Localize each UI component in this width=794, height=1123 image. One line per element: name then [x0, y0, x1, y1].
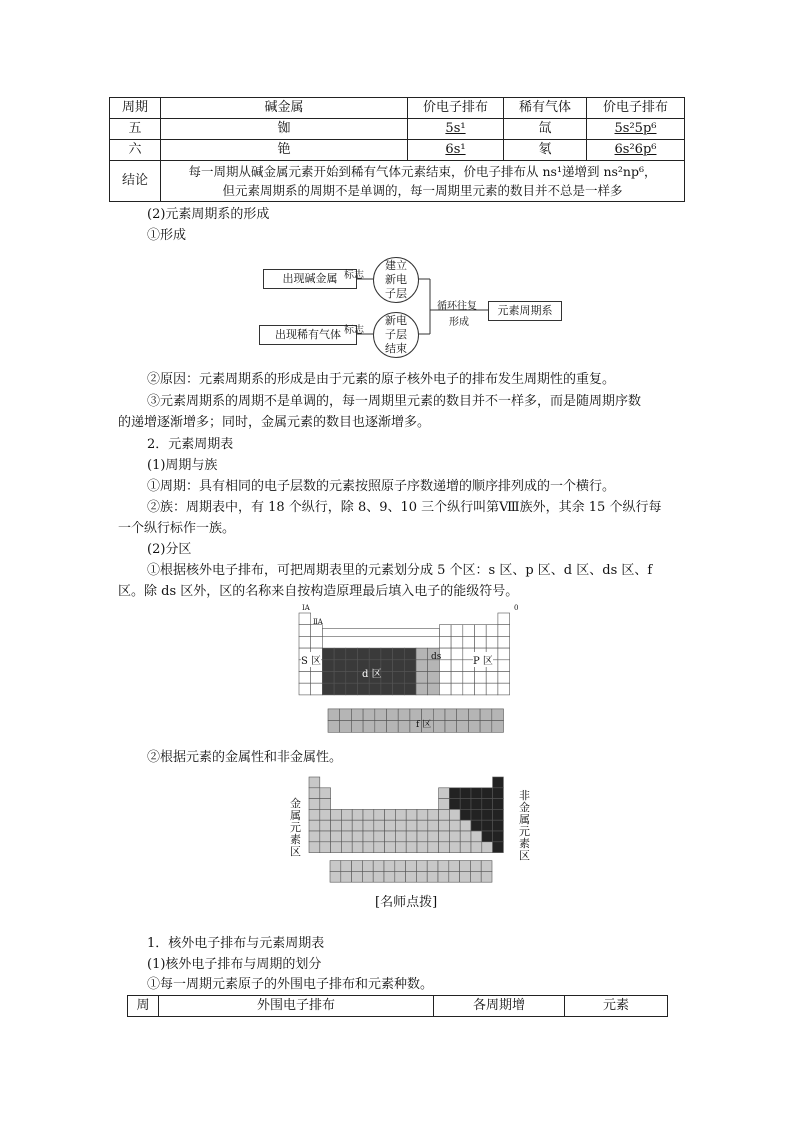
f-block-cell — [384, 871, 395, 882]
element-cell — [449, 831, 460, 842]
element-cell — [417, 820, 428, 831]
f-block-cell — [449, 861, 460, 872]
flow-circle-new-shell — [373, 257, 419, 303]
element-cell — [449, 820, 460, 831]
table-cell: 氡 — [504, 140, 587, 161]
element-cell — [385, 820, 396, 831]
element-cell — [475, 636, 487, 648]
element-cell — [463, 625, 475, 637]
element-cell — [320, 831, 331, 842]
table-cell: 5s²5p⁶ — [587, 119, 685, 140]
f-block-cell — [492, 721, 504, 733]
element-cell — [299, 613, 311, 625]
element-cell — [299, 625, 311, 637]
element-cell — [417, 831, 428, 842]
f-block-cell — [395, 861, 406, 872]
f-block-cell — [398, 709, 410, 721]
f-zone-label: f 区 — [416, 720, 432, 730]
element-cell — [439, 683, 451, 695]
element-cell — [374, 809, 385, 820]
flow-tag: 标志 — [344, 325, 364, 336]
flow-connectors — [0, 0, 794, 360]
element-cell — [395, 820, 406, 831]
element-cell — [493, 809, 504, 820]
element-cell — [416, 683, 428, 695]
sub-heading: (2)分区 — [147, 542, 192, 557]
element-cell — [395, 831, 406, 842]
element-cell — [320, 809, 331, 820]
p-zone-label: P 区 — [473, 652, 493, 667]
element-cell — [406, 842, 417, 853]
element-cell — [393, 648, 405, 660]
f-block-cell — [481, 871, 492, 882]
element-cell — [451, 625, 463, 637]
table-cell: 6s²6p⁶ — [587, 140, 685, 161]
element-cell — [463, 672, 475, 684]
reason-text: ②原因：元素周期系的形成是由于元素的原子核外电子的排布发生周期性的重复。 — [147, 372, 616, 387]
element-cell — [346, 672, 358, 684]
table-cell: 氙 — [504, 119, 587, 140]
nonmetal-zone-label: 非金属元素区 — [519, 789, 530, 862]
f-block-cell — [406, 861, 417, 872]
element-cell — [331, 820, 342, 831]
element-cell — [460, 799, 471, 810]
element-cell — [334, 683, 346, 695]
element-cell — [299, 636, 311, 648]
element-cell — [471, 820, 482, 831]
f-block-cell — [457, 709, 469, 721]
f-block-cell — [427, 861, 438, 872]
group-header-strip — [322, 628, 439, 636]
f-block-cell — [375, 709, 387, 721]
element-cell — [393, 683, 405, 695]
table-cell: 结论 — [110, 161, 161, 202]
element-cell — [322, 648, 334, 660]
electron-table — [127, 995, 668, 1017]
element-cell — [381, 683, 393, 695]
f-block-cell — [340, 721, 352, 733]
element-cell — [428, 672, 440, 684]
element-cell — [363, 842, 374, 853]
element-cell — [374, 842, 385, 853]
element-cell — [374, 831, 385, 842]
element-cell — [486, 683, 498, 695]
element-cell — [439, 842, 450, 853]
element-cell — [381, 648, 393, 660]
element-cell — [482, 788, 493, 799]
element-cell — [381, 660, 393, 672]
element-cell — [471, 809, 482, 820]
f-block-cell — [328, 721, 340, 733]
header-cell: 外围电子排布 — [159, 996, 434, 1017]
element-cell — [493, 788, 504, 799]
element-cell — [460, 831, 471, 842]
element-cell — [482, 831, 493, 842]
element-cell — [451, 683, 463, 695]
element-cell — [346, 660, 358, 672]
element-cell — [320, 799, 331, 810]
element-cell — [331, 831, 342, 842]
element-cell — [439, 831, 450, 842]
element-cell — [428, 831, 439, 842]
element-cell — [416, 672, 428, 684]
element-cell — [341, 820, 352, 831]
element-cell — [493, 820, 504, 831]
group-label: ⅡA — [313, 618, 323, 626]
sub-heading: (1)周期与族 — [147, 458, 218, 473]
table-cell: 五 — [110, 119, 161, 140]
f-block-cell — [427, 871, 438, 882]
element-cell — [404, 660, 416, 672]
f-block-cell — [470, 861, 481, 872]
element-cell — [428, 842, 439, 853]
f-block-cell — [398, 721, 410, 733]
flow-box-alkali: 出现碱金属 — [263, 269, 357, 289]
flow-box-result: 元素周期系 — [488, 301, 562, 321]
f-block-cell — [341, 861, 352, 872]
header-cell: 元素 — [565, 996, 668, 1017]
element-cell — [363, 820, 374, 831]
element-cell — [393, 672, 405, 684]
f-block-cell — [328, 709, 340, 721]
conclusion-line: 但元素周期系的周期不是单调的，每一周期里元素的数目并不总是一样多 — [222, 183, 623, 198]
f-block-cell — [460, 871, 471, 882]
element-cell — [309, 831, 320, 842]
period-definition: ①周期：具有相同的电子层数的元素按照原子序数递增的顺序排列成的一个横行。 — [147, 479, 616, 494]
element-cell — [460, 809, 471, 820]
element-cell — [352, 809, 363, 820]
element-cell — [449, 788, 460, 799]
element-cell — [406, 820, 417, 831]
element-cell — [311, 683, 323, 695]
element-cell — [322, 660, 334, 672]
element-cell — [320, 842, 331, 853]
f-block-cell — [395, 871, 406, 882]
element-cell — [493, 831, 504, 842]
point3-line: ③元素周期系的周期不是单调的，每一周期里元素的数目并不一样多，而是随周期序数 — [147, 394, 642, 409]
element-cell — [369, 648, 381, 660]
f-block-cell — [341, 871, 352, 882]
element-cell — [449, 842, 460, 853]
element-cell — [363, 831, 374, 842]
table-header-row — [128, 996, 668, 1017]
f-block-cell — [433, 721, 445, 733]
zone-grid — [298, 603, 528, 743]
f-block-cell — [362, 861, 373, 872]
f-block-cell — [330, 871, 341, 882]
element-cell — [498, 660, 510, 672]
flow-circle-text: 新电子层结束 — [385, 314, 407, 355]
header-cell: 稀有气体 — [504, 98, 587, 119]
header-cell: 价电子排布 — [587, 98, 685, 119]
element-cell — [498, 613, 510, 625]
element-cell — [352, 842, 363, 853]
header-cell: 周 — [128, 996, 159, 1017]
flow-form-label: 形成 — [449, 317, 469, 328]
element-cell — [416, 648, 428, 660]
d-zone-label: d 区 — [362, 669, 382, 680]
element-cell — [460, 842, 471, 853]
section-heading: (2)元素周期系的形成 — [147, 207, 270, 222]
f-block-cell — [363, 709, 375, 721]
element-cell — [471, 788, 482, 799]
element-cell — [428, 820, 439, 831]
f-block-cell — [445, 709, 457, 721]
f-block-cell — [470, 871, 481, 882]
element-cell — [482, 820, 493, 831]
ds-zone-label: ds — [431, 652, 442, 662]
f-block-cell — [373, 871, 384, 882]
f-block-cell — [481, 861, 492, 872]
element-cell — [363, 809, 374, 820]
element-cell — [475, 625, 487, 637]
header-cell: 周期 — [110, 98, 161, 119]
element-cell — [417, 842, 428, 853]
element-cell — [493, 777, 504, 788]
element-cell — [385, 809, 396, 820]
element-cell — [498, 636, 510, 648]
f-block-cell — [351, 709, 363, 721]
element-cell — [451, 660, 463, 672]
element-cell — [331, 809, 342, 820]
f-block-cell — [352, 871, 363, 882]
conclusion-line: 每一周期从碱金属元素开始到稀有气体元素结束，价电子排布从 ns¹递增到 ns²np⁶， — [188, 164, 657, 179]
element-cell — [417, 809, 428, 820]
section-heading: 1．核外电子排布与元素周期表 — [147, 936, 325, 951]
f-block-cell — [362, 871, 373, 882]
element-cell — [482, 799, 493, 810]
element-cell — [406, 831, 417, 842]
element-cell — [311, 636, 323, 648]
f-block-cell — [406, 871, 417, 882]
element-cell — [493, 842, 504, 853]
element-cell — [498, 672, 510, 684]
element-cell — [475, 672, 487, 684]
metal-zone-label: 金属元素区 — [290, 797, 301, 858]
element-cell — [395, 809, 406, 820]
element-cell — [341, 831, 352, 842]
table-cell: 6s¹ — [408, 140, 504, 161]
sub-heading: (1)核外电子排布与周期的划分 — [147, 957, 322, 972]
element-cell — [498, 683, 510, 695]
element-cell — [309, 809, 320, 820]
element-cell — [428, 683, 440, 695]
element-cell — [311, 625, 323, 637]
element-cell — [369, 683, 381, 695]
header-cell: 各周期增 — [434, 996, 565, 1017]
section-heading: 2．元素周期表 — [147, 437, 234, 452]
zone-line: ①根据核外电子排布，可把周期表里的元素划分成 5 个区：s 区、p 区、d 区、ds 区、f — [147, 563, 653, 578]
element-cell — [358, 683, 370, 695]
element-cell — [299, 672, 311, 684]
element-cell — [449, 809, 460, 820]
element-cell — [439, 820, 450, 831]
point3-line: 的递增逐渐增多；同时，金属元素的数目也逐渐增多。 — [118, 415, 431, 430]
flow-circle-text: 建立新电子层 — [385, 259, 407, 300]
table-cell: 铯 — [161, 140, 408, 161]
element-cell — [352, 831, 363, 842]
element-cell — [341, 809, 352, 820]
f-block-cell — [438, 871, 449, 882]
element-cell — [404, 648, 416, 660]
element-cell — [416, 660, 428, 672]
tip-label: [名师点拨] — [375, 895, 438, 910]
s-zone-label: S 区 — [301, 652, 321, 667]
element-cell — [309, 820, 320, 831]
f-block-cell — [468, 709, 480, 721]
element-cell — [309, 842, 320, 853]
element-cell — [471, 842, 482, 853]
zone-line: 区。除 ds 区外，区的名称来自按构造原理最后填入电子的能级符号。 — [118, 584, 519, 599]
element-cell — [451, 672, 463, 684]
element-cell — [486, 625, 498, 637]
element-cell — [460, 820, 471, 831]
element-cell — [381, 672, 393, 684]
element-cell — [309, 777, 320, 788]
f-block-cell — [351, 721, 363, 733]
element-cell — [322, 672, 334, 684]
f-block-cell — [352, 861, 363, 872]
element-cell — [486, 672, 498, 684]
element-cell — [393, 660, 405, 672]
f-block-cell — [433, 709, 445, 721]
f-block-cell — [387, 709, 399, 721]
element-cell — [439, 809, 450, 820]
element-cell — [322, 683, 334, 695]
group-label: IA — [302, 604, 310, 612]
element-cell — [331, 842, 342, 853]
table-cell: 5s¹ — [408, 119, 504, 140]
group-definition-line: ②族：周期表中，有 18 个纵行，除 8、9、10 三个纵行叫第Ⅷ族外，其余 15 个纵行每 — [147, 500, 662, 515]
table-cell: 六 — [110, 140, 161, 161]
element-cell — [385, 831, 396, 842]
f-block-cell — [387, 721, 399, 733]
element-cell — [471, 831, 482, 842]
group-definition-line: 一个纵行标作一族。 — [118, 521, 236, 536]
element-cell — [404, 672, 416, 684]
f-block-cell — [416, 871, 427, 882]
header-cell: 价电子排布 — [408, 98, 504, 119]
metal-grid — [308, 775, 528, 885]
f-block-cell — [492, 709, 504, 721]
element-cell — [334, 660, 346, 672]
f-block-cell — [460, 861, 471, 872]
element-cell — [346, 683, 358, 695]
element-cell — [320, 788, 331, 799]
element-cell — [460, 788, 471, 799]
element-cell — [451, 648, 463, 660]
element-cell — [299, 683, 311, 695]
point-line: ①每一周期元素原子的外围电子排布和元素种数。 — [147, 977, 434, 992]
element-cell — [358, 648, 370, 660]
element-cell — [439, 636, 451, 648]
element-cell — [471, 799, 482, 810]
element-cell — [482, 809, 493, 820]
element-cell — [341, 842, 352, 853]
f-block-cell — [330, 861, 341, 872]
f-block-cell — [416, 861, 427, 872]
element-cell — [406, 809, 417, 820]
element-cell — [334, 648, 346, 660]
element-cell — [439, 672, 451, 684]
element-cell — [463, 636, 475, 648]
element-cell — [498, 625, 510, 637]
table-cell: 铷 — [161, 119, 408, 140]
element-cell — [463, 683, 475, 695]
element-cell — [334, 672, 346, 684]
flow-tag: 标志 — [344, 270, 364, 281]
element-cell — [439, 799, 450, 810]
element-cell — [486, 636, 498, 648]
f-block-cell — [375, 721, 387, 733]
element-cell — [352, 820, 363, 831]
element-cell — [451, 636, 463, 648]
element-cell — [309, 788, 320, 799]
f-block-cell — [445, 721, 457, 733]
element-cell — [482, 842, 493, 853]
f-block-cell — [384, 861, 395, 872]
f-block-cell — [363, 721, 375, 733]
sub-heading: ①形成 — [147, 228, 187, 243]
f-block-cell — [373, 861, 384, 872]
element-cell — [493, 799, 504, 810]
element-cell — [346, 648, 358, 660]
f-block-cell — [340, 709, 352, 721]
f-block-cell — [457, 721, 469, 733]
flow-cycle-label: 循环往复 — [437, 301, 477, 312]
f-block-cell — [480, 721, 492, 733]
element-cell — [498, 648, 510, 660]
element-cell — [439, 625, 451, 637]
metal-line: ②根据元素的金属性和非金属性。 — [147, 750, 343, 765]
flow-box-noble-gas: 出现稀有气体 — [259, 325, 357, 345]
element-cell — [311, 672, 323, 684]
f-block-cell — [438, 861, 449, 872]
element-cell — [385, 842, 396, 853]
element-cell — [320, 820, 331, 831]
element-cell — [439, 788, 450, 799]
element-cell — [309, 799, 320, 810]
element-cell — [395, 842, 406, 853]
element-cell — [475, 683, 487, 695]
element-cell — [374, 820, 385, 831]
header-cell: 碱金属 — [161, 98, 408, 119]
flow-circle-shell-end — [373, 312, 419, 358]
f-block-cell — [480, 709, 492, 721]
element-cell — [449, 799, 460, 810]
f-block-cell — [449, 871, 460, 882]
element-cell — [404, 683, 416, 695]
f-block-cell — [468, 721, 480, 733]
element-cell — [428, 809, 439, 820]
group-label: 0 — [514, 604, 519, 612]
